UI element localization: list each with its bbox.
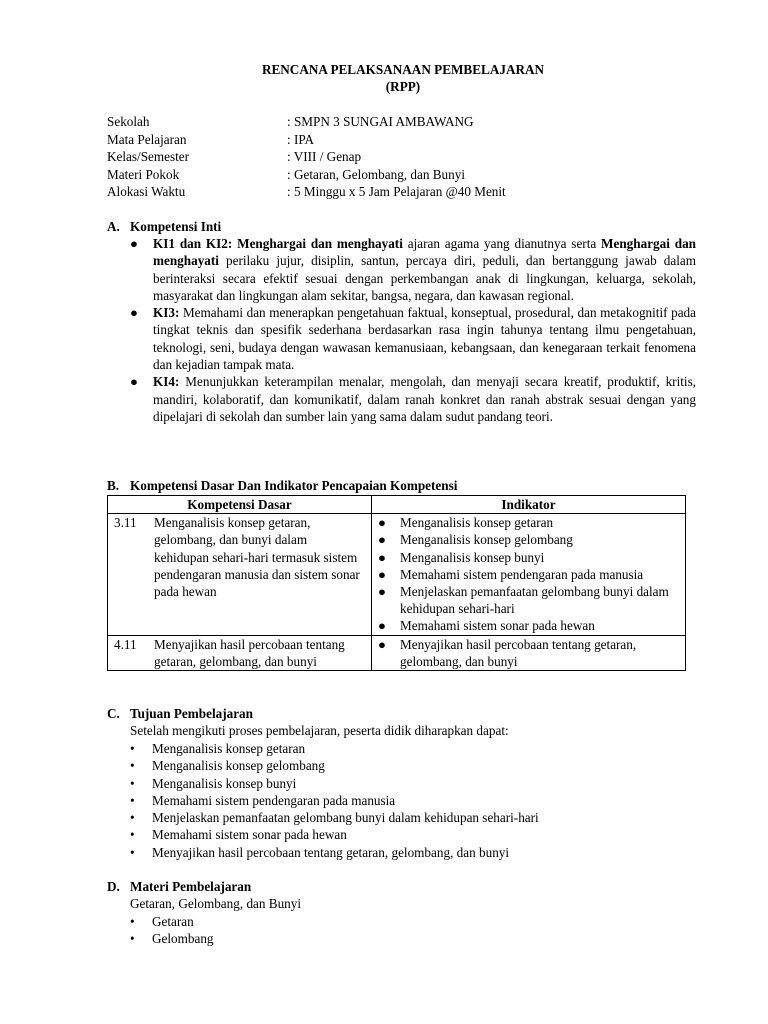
bullet-icon: ●: [130, 305, 138, 321]
section-title: Kompetensi Inti: [130, 219, 222, 234]
identity-label: Sekolah: [107, 114, 150, 129]
list-item: [130, 792, 539, 809]
bullet-icon: ●: [130, 374, 138, 390]
list-item: [130, 775, 539, 792]
indicator-cell: [372, 514, 686, 635]
section-letter: B.: [107, 478, 120, 493]
indicator-item: [372, 514, 685, 531]
section-letter: C.: [107, 706, 120, 721]
list-item: [130, 913, 214, 930]
list-item: [130, 809, 539, 826]
column-header-kd: Kompetensi Dasar: [108, 496, 372, 514]
ki-lead: KI3:: [153, 305, 180, 321]
list-item-text: Memahami sistem pendengaran pada manusia: [152, 792, 396, 808]
competency-table: [107, 495, 686, 671]
bullet-icon: •: [130, 827, 135, 843]
kd-text: Menyajikan hasil percobaan tentang getaran, gelombang, dan bunyi: [154, 636, 345, 669]
list-item-text: Menyajikan hasil percobaan tentang getaran, gelombang, dan bunyi: [152, 844, 510, 860]
list-item-text: Menganalisis konsep gelombang: [152, 758, 325, 774]
identity-label: Kelas/Semester: [107, 149, 190, 164]
identity-label: Mata Pelajaran: [107, 131, 187, 147]
section-d-heading: [107, 878, 251, 895]
ki-text: Memahami dan menerapkan pengetahuan faktual, konseptual, prosedural, dan metakognitif pada tingkat teknis dan spesifik sederhana berdasarkan rasa ingin tahunya tentang ilmu pengetahuan, teknologi, seni, budaya dengan wawasan kemanusiaan, kebangsaan, dan kenegaraan terkait fenomena dan kejadian tampak mata.: [153, 305, 696, 373]
material-list: [130, 913, 214, 948]
section-c-intro: Setelah mengikuti proses pembelajaran, peserta didik diharapkan dapat:: [130, 723, 509, 738]
identity-label: Materi Pokok: [107, 166, 180, 182]
bullet-icon: •: [130, 792, 135, 808]
indicator-item: [372, 549, 685, 566]
bullet-icon: •: [130, 758, 135, 774]
identity-row: [107, 166, 506, 184]
list-item-text: Getaran: [152, 914, 194, 929]
section-title: Tujuan Pembelajaran: [130, 706, 253, 721]
kd-number: 4.11: [114, 636, 137, 652]
indicator-item: [372, 531, 685, 548]
ki-item-4: [130, 373, 696, 425]
kd-number: 3.11: [114, 515, 137, 531]
list-item-text: Menganalisis konsep getaran: [152, 741, 306, 756]
bullet-icon: ●: [378, 549, 386, 565]
ki-text: perilaku jujur, disiplin, santun, percaya diri, peduli, dan bertanggung jawab dalam berinteraksi secara efektif sesuai dengan perkembangan anak di lingkungan, keluarga, sekolah, masyarakat dan lingkungan alam sekitar, bangsa, negara, dan kawasan regional.: [153, 253, 696, 303]
indicator-text: Menganalisis konsep getaran: [400, 515, 554, 531]
indicator-text: Memahami sistem pendengaran pada manusia: [400, 566, 644, 582]
list-item: [130, 740, 539, 757]
bullet-icon: ●: [130, 236, 138, 251]
table-header-row: [108, 496, 686, 514]
list-item: [130, 826, 539, 843]
bullet-icon: •: [130, 931, 135, 947]
list-item: [130, 930, 214, 947]
ki-text: ajaran agama yang dianutnya serta: [402, 236, 602, 251]
identity-row: [107, 131, 506, 149]
bullet-icon: •: [130, 844, 135, 860]
indicator-text: Menyajikan hasil percobaan tentang getaran, gelombang, dan bunyi: [400, 636, 637, 669]
bullet-icon: ●: [378, 584, 386, 600]
bullet-icon: •: [130, 914, 135, 929]
list-item-text: Menganalisis konsep bunyi: [152, 775, 297, 791]
ki-bold: Menghargai dan menghayati: [153, 236, 697, 269]
list-item-text: Menjelaskan pemanfaatan gelombang bunyi dalam kehidupan sehari-hari: [152, 810, 539, 826]
ki-lead: KI4:: [153, 374, 180, 390]
identity-value: : SMPN 3 SUNGAI AMBAWANG: [287, 114, 474, 129]
section-letter: D.: [107, 879, 120, 894]
bullet-icon: ●: [378, 515, 386, 531]
section-letter: A.: [107, 219, 120, 234]
identity-row: [107, 148, 506, 166]
indicator-item: [372, 583, 685, 617]
identity-block: [107, 113, 506, 201]
bullet-icon: ●: [378, 532, 386, 548]
list-item-text: Gelombang: [152, 931, 214, 947]
document-title: RENCANA PELAKSANAAN PEMBELAJARAN: [261, 62, 545, 77]
column-header-indicator: Indikator: [372, 496, 686, 514]
bullet-icon: •: [130, 810, 135, 826]
document-subtitle: (RPP): [385, 79, 421, 94]
ki-list: [130, 235, 696, 425]
bullet-icon: •: [130, 775, 135, 791]
ki-lead: KI1 dan KI2: Menghargai dan menghayati: [153, 236, 403, 251]
indicator-text: Menjelaskan pemanfaatan gelombang bunyi dalam kehidupan sehari-hari: [400, 584, 669, 617]
indicator-text: Memahami sistem sonar pada hewan: [400, 618, 595, 634]
section-title: Materi Pembelajaran: [130, 879, 252, 894]
ki-item-3: [130, 304, 696, 373]
indicator-item: [372, 636, 685, 670]
indicator-item: [372, 617, 685, 634]
identity-row: [107, 183, 506, 201]
indicator-item: [372, 566, 685, 583]
indicator-cell: [372, 635, 686, 670]
indicator-text: Menganalisis konsep gelombang: [400, 532, 573, 548]
identity-value: : VIII / Genap: [287, 149, 362, 164]
section-b-heading: [107, 477, 457, 494]
list-item: [130, 844, 539, 861]
bullet-icon: ●: [378, 566, 386, 582]
list-item: [130, 757, 539, 774]
identity-label: Alokasi Waktu: [107, 184, 186, 199]
table-row: [108, 514, 686, 635]
list-item-text: Memahami sistem sonar pada hewan: [152, 827, 347, 843]
ki-item-1: [130, 235, 696, 304]
bullet-icon: •: [130, 741, 135, 756]
indicator-text: Menganalisis konsep bunyi: [400, 549, 545, 565]
section-title: Kompetensi Dasar Dan Indikator Pencapaian Kompetensi: [130, 478, 458, 493]
section-a-heading: [107, 218, 221, 235]
identity-value: : Getaran, Gelombang, dan Bunyi: [287, 166, 465, 182]
section-c-heading: [107, 705, 253, 722]
bullet-icon: ●: [378, 636, 386, 652]
bullet-icon: ●: [378, 618, 386, 634]
kd-cell: [108, 514, 372, 635]
objective-list: [130, 740, 539, 861]
section-d-intro: Getaran, Gelombang, dan Bunyi: [130, 896, 302, 911]
ki-text: Menunjukkan keterampilan menalar, mengolah, dan menyaji secara kreatif, produktif, kritis, mandiri, kolaboratif, dan komunikatif, dalam ranah konkret dan ranah abstrak sesuai dengan yang dipelajari di sekolah dan sumber lain yang sama dalam sudut pandang teori.: [153, 374, 696, 424]
kd-cell: [108, 635, 372, 670]
identity-value: : IPA: [287, 131, 314, 147]
table-row: [108, 635, 686, 670]
kd-text: Menganalisis konsep getaran, gelombang, dan bunyi dalam kehidupan sehari-hari termasuk sistem pendengaran manusia dan sistem sonar pada hewan: [154, 515, 360, 600]
identity-value: : 5 Minggu x 5 Jam Pelajaran @40 Menit: [287, 184, 506, 199]
identity-row: [107, 113, 506, 131]
